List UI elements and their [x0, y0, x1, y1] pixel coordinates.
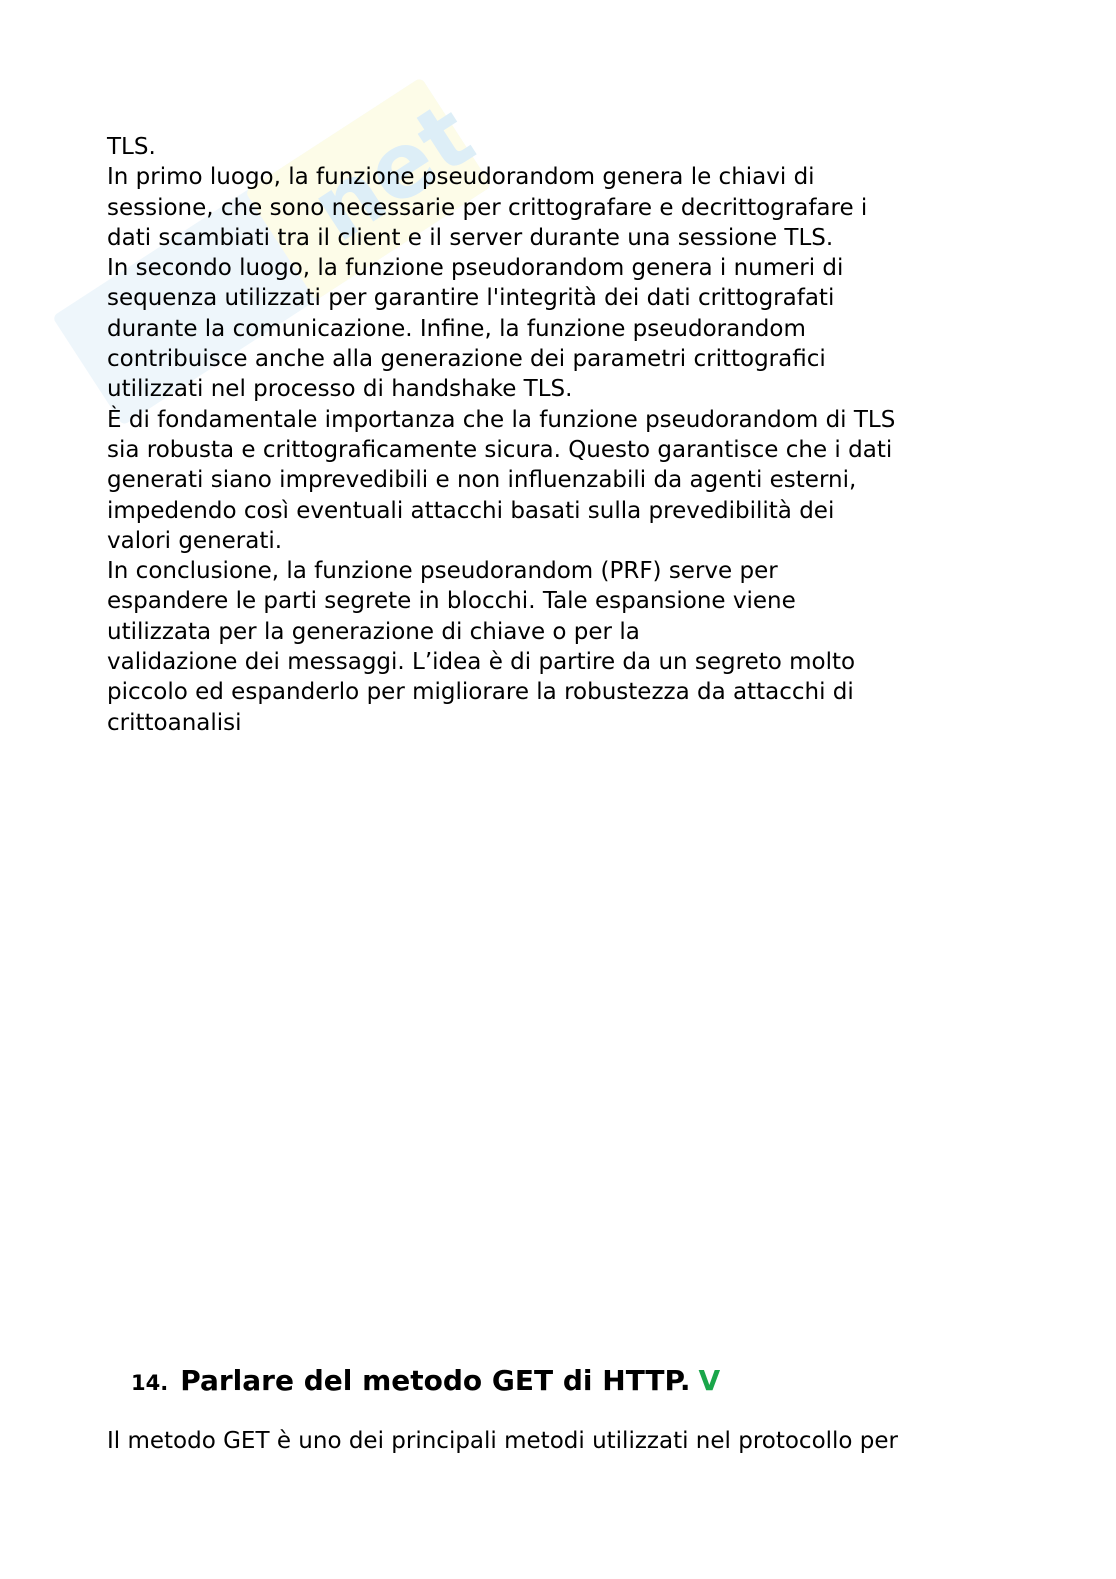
heading-check-mark: V — [698, 1364, 721, 1397]
paragraph-line: piccolo ed espanderlo per migliorare la robustezza da attacchi di — [107, 679, 854, 706]
paragraph-line: utilizzati nel processo di handshake TLS. — [107, 376, 573, 403]
body-text-continuation: Il metodo GET è uno dei principali metodi utilizzati nel protocollo per — [107, 1428, 899, 1454]
paragraph-line: durante la comunicazione. Infine, la funzione pseudorandom — [107, 315, 806, 342]
paragraph-line: crittoanalisi — [107, 709, 242, 736]
paragraph-line: valori generati. — [107, 527, 283, 554]
watermark-text: net — [293, 82, 492, 263]
paragraph-line: In secondo luogo, la funzione pseudorandom genera i numeri di — [107, 255, 844, 282]
paragraph-line: TLS. — [107, 134, 156, 160]
heading-title: Parlare del metodo GET di HTTP. — [180, 1364, 691, 1397]
section-heading — [131, 1364, 720, 1397]
paragraph-line: È di fondamentale importanza che la funzione pseudorandom di TLS — [107, 406, 896, 433]
paragraph-line: In primo luogo, la funzione pseudorandom genera le chiavi di — [107, 164, 815, 191]
paragraph-line: sequenza utilizzati per garantire l'integrità dei dati crittografati — [107, 285, 835, 312]
body-paragraph — [107, 132, 1027, 738]
paragraph-line: utilizzata per la generazione di chiave o per la — [107, 618, 640, 645]
paragraph-line: sessione, che sono necessarie per crittografare e decrittografare i — [107, 194, 868, 221]
paragraph-line: impedendo così eventuali attacchi basati sulla prevedibilità dei — [107, 497, 835, 524]
paragraph-line: contribuisce anche alla generazione dei parametri crittografici — [107, 346, 826, 373]
paragraph-line: espandere le parti segrete in blocchi. Tale espansione viene — [107, 588, 796, 615]
paragraph-line: In conclusione, la funzione pseudorandom (PRF) serve per — [107, 558, 778, 585]
paragraph-line: generati siano imprevedibili e non influenzabili da agenti esterni, — [107, 467, 857, 494]
heading-number: 14. — [131, 1371, 169, 1395]
paragraph-line: dati scambiati tra il client e il server durante una sessione TLS. — [107, 224, 834, 251]
paragraph-line: validazione dei messaggi. L’idea è di partire da un segreto molto — [107, 649, 856, 676]
paragraph-line: sia robusta e crittograficamente sicura. Questo garantisce che i dati — [107, 436, 893, 463]
